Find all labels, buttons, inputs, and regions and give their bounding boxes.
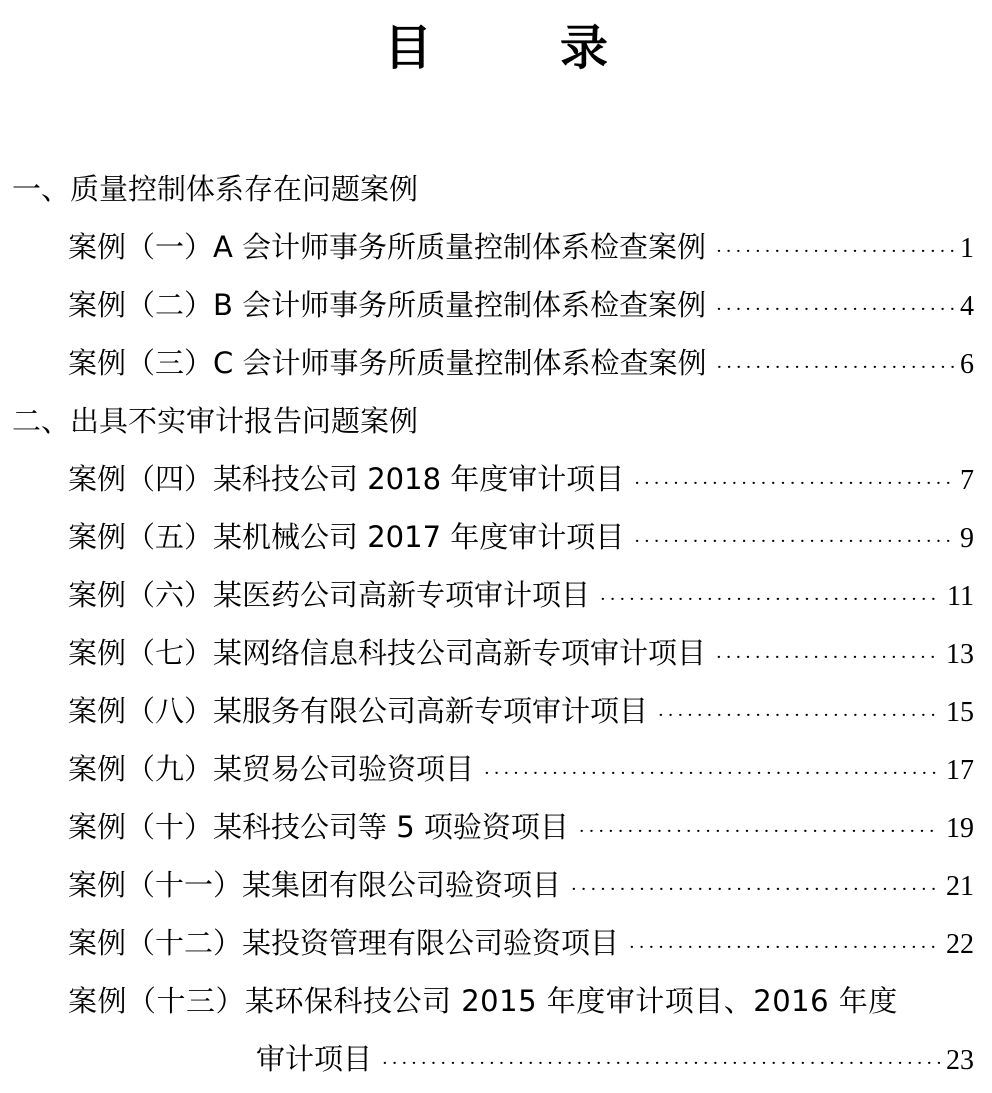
toc-page-number: 11	[947, 581, 974, 612]
toc-entry-case-2[interactable]	[0, 276, 992, 334]
toc-entry-label: 案例（十二）某投资管理有限公司验资项目	[68, 926, 620, 960]
toc-page-number: 21	[946, 871, 974, 902]
toc-entry-case-4[interactable]	[0, 450, 992, 508]
toc-page-number: 17	[946, 755, 974, 786]
toc-page-number: 6	[960, 349, 974, 380]
dot-leader	[634, 455, 954, 513]
toc-entry-case-1[interactable]	[0, 218, 992, 276]
toc-entry-case-11[interactable]	[0, 856, 992, 914]
toc-section-2[interactable]: 二、出具不实审计报告问题案例	[12, 404, 419, 438]
toc-page-number: 23	[946, 1045, 974, 1076]
toc-entry-label: 案例（九）某贸易公司验资项目	[68, 752, 475, 786]
dot-leader	[658, 687, 940, 745]
toc-entry-case-3[interactable]	[0, 334, 992, 392]
toc-entry-label: 案例（六）某医药公司高新专项审计项目	[68, 578, 591, 612]
toc-entry-case-13-line-1[interactable]: 案例（十三）某环保科技公司 2015 年度审计项目、2016 年度	[68, 984, 898, 1018]
toc-entry-case-8[interactable]	[0, 682, 992, 740]
toc-section-1[interactable]: 一、质量控制体系存在问题案例	[12, 172, 419, 206]
toc-entry-case-12[interactable]	[0, 914, 992, 972]
toc-page-number: 9	[960, 523, 974, 554]
toc-entry-case-10[interactable]	[0, 798, 992, 856]
dot-leader	[634, 513, 954, 571]
dot-leader	[716, 281, 954, 339]
dot-leader	[579, 803, 940, 861]
dot-leader	[716, 629, 940, 687]
toc-page-number: 22	[946, 929, 974, 960]
toc-entry-label: 案例（一）A 会计师事务所质量控制体系检查案例	[68, 230, 707, 264]
toc-entry-label: 审计项目	[256, 1042, 373, 1076]
toc-entry-case-13-line-2[interactable]	[0, 1030, 992, 1088]
toc-page-number: 7	[960, 465, 974, 496]
toc-entry-label: 案例（三）C 会计师事务所质量控制体系检查案例	[68, 346, 707, 380]
page-title: 目 录	[383, 20, 648, 76]
toc-entry-case-7[interactable]	[0, 624, 992, 682]
toc-entry-label: 案例（四）某科技公司 2018 年度审计项目	[68, 462, 625, 496]
table-of-contents	[0, 160, 992, 1088]
dot-leader	[484, 745, 940, 803]
dot-leader	[382, 1035, 940, 1093]
toc-entry-label: 案例（十）某科技公司等 5 项验资项目	[68, 810, 569, 844]
toc-page-number: 1	[960, 233, 974, 264]
toc-page-number: 19	[946, 813, 974, 844]
toc-entry-case-6[interactable]	[0, 566, 992, 624]
dot-leader	[571, 861, 940, 919]
toc-page-number: 4	[960, 291, 974, 322]
toc-entry-label: 案例（八）某服务有限公司高新专项审计项目	[68, 694, 649, 728]
dot-leader	[716, 339, 954, 397]
dot-leader	[629, 919, 940, 977]
toc-page-number: 13	[946, 639, 974, 670]
toc-entry-case-9[interactable]	[0, 740, 992, 798]
toc-entry-label: 案例（五）某机械公司 2017 年度审计项目	[68, 520, 625, 554]
dot-leader	[716, 223, 954, 281]
toc-entry-label: 案例（二）B 会计师事务所质量控制体系检查案例	[68, 288, 707, 322]
toc-entry-label: 案例（七）某网络信息科技公司高新专项审计项目	[68, 636, 707, 670]
dot-leader	[600, 571, 941, 629]
toc-entry-case-5[interactable]	[0, 508, 992, 566]
toc-page-number: 15	[946, 697, 974, 728]
toc-entry-label: 案例（十一）某集团有限公司验资项目	[68, 868, 562, 902]
